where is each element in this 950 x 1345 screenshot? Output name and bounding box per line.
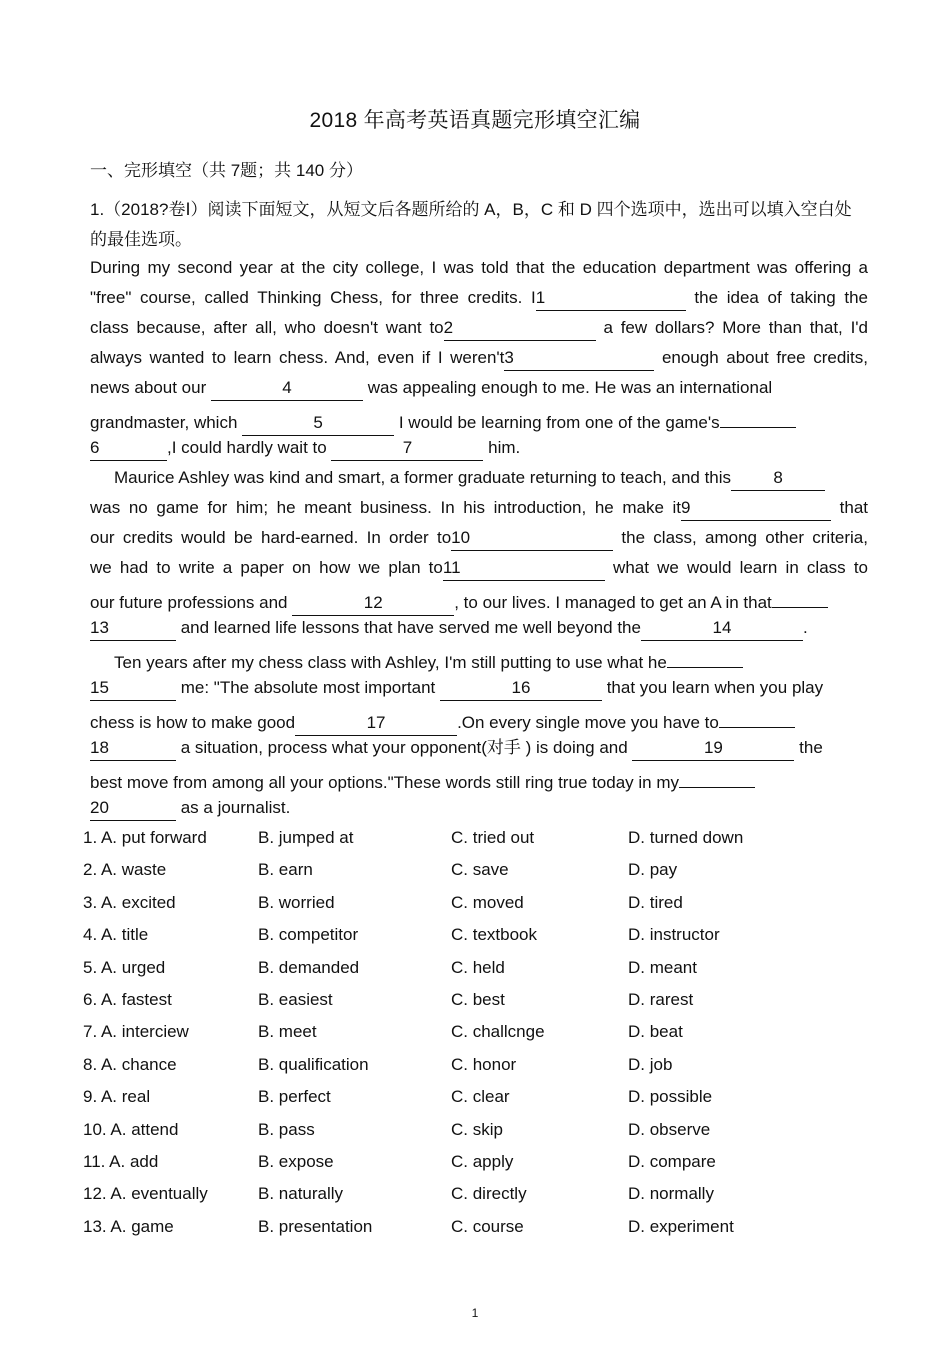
option-row	[83, 889, 863, 921]
option-d[interactable]: D. meant	[628, 957, 697, 977]
passage-line: 6 ,I could hardly wait to 7 him.	[90, 433, 868, 463]
option-b[interactable]: B. perfect	[258, 1087, 331, 1107]
blank-10[interactable]: 10	[451, 526, 613, 551]
option-c[interactable]: C. moved	[451, 892, 524, 912]
blank-16[interactable]: 16	[440, 676, 602, 701]
option-c[interactable]: C. textbook	[451, 925, 537, 945]
option-row	[83, 1083, 863, 1115]
document-title: 2018 年高考英语真题完形填空汇编	[309, 109, 641, 132]
blank-14[interactable]: 14	[641, 616, 803, 641]
blank-15[interactable]: 15	[90, 676, 176, 701]
passage-line: chess is how to make good 17 .On every single move you have to	[90, 703, 868, 733]
blank-5[interactable]: 5	[242, 411, 394, 436]
option-d[interactable]: D. instructor	[628, 925, 720, 945]
option-row	[83, 1180, 863, 1212]
passage-line: grandmaster, which 5 I would be learning from one of the game's	[90, 403, 868, 433]
option-d[interactable]: D. beat	[628, 1022, 683, 1042]
option-d[interactable]: D. normally	[628, 1184, 714, 1204]
passage-line: Maurice Ashley was kind and smart, a former graduate returning to teach, and this 8	[90, 463, 868, 493]
blank-13-start[interactable]	[772, 583, 828, 608]
blank-8[interactable]: 8	[731, 466, 825, 491]
passage-line: Ten years after my chess class with Ashley, I'm still putting to use what he	[90, 643, 868, 673]
passage-line: "free" course, called Thinking Chess, for three credits. I1 the idea of taking the	[90, 283, 868, 313]
passage-line: our credits would be hard-earned. In order to10 the class, among other criteria,	[90, 523, 868, 553]
option-row	[83, 1213, 863, 1245]
blank-15-start[interactable]	[667, 643, 743, 668]
passage-line: news about our 4 was appealing enough to me. He was an international	[90, 373, 868, 403]
option-row	[83, 921, 863, 953]
option-a[interactable]: 10. A. attend	[83, 1119, 179, 1139]
option-d[interactable]: D. pay	[628, 860, 678, 880]
passage-line: class because, after all, who doesn't want to2 a few dollars? More than that, I'd	[90, 313, 868, 343]
passage-line: 13 and learned life lessons that have served me well beyond the 14 .	[90, 613, 868, 643]
option-row	[83, 1018, 863, 1050]
option-d[interactable]: D. compare	[628, 1151, 716, 1171]
blank-6[interactable]: 6	[90, 436, 167, 461]
option-row	[83, 1116, 863, 1148]
answer-options	[83, 824, 863, 1245]
option-a[interactable]: 5. A. urged	[83, 957, 166, 977]
blank-9[interactable]: 9	[681, 496, 831, 521]
option-b[interactable]: B. earn	[258, 860, 313, 880]
option-row	[83, 824, 863, 856]
option-c[interactable]: C. apply	[451, 1151, 514, 1171]
question-intro: 1.（2018?卷Ⅰ）阅读下面短文，从短文后各题所给的 A，B，C 和 D 四个选项中，选出可以填入空白处的最佳选项。	[90, 200, 852, 249]
option-row	[83, 1051, 863, 1083]
blank-18-start[interactable]	[719, 703, 795, 728]
section-heading: 一、完形填空（共 7题；共 140 分）	[90, 161, 363, 180]
passage-line: our future professions and 12 , to our lives. I managed to get an A in that	[90, 583, 868, 613]
option-c[interactable]: C. directly	[451, 1184, 527, 1204]
option-c[interactable]: C. course	[451, 1216, 524, 1236]
blank-13[interactable]: 13	[90, 616, 176, 641]
option-a[interactable]: 7. A. interciew	[83, 1022, 189, 1042]
option-b[interactable]: B. worried	[258, 892, 335, 912]
option-c[interactable]: C. challcnge	[451, 1022, 545, 1042]
option-b[interactable]: B. easiest	[258, 989, 333, 1009]
option-c[interactable]: C. clear	[451, 1087, 510, 1107]
option-row	[83, 986, 863, 1018]
option-d[interactable]: D. possible	[628, 1087, 713, 1107]
passage-line: best move from among all your options."These words still ring true today in my	[90, 763, 868, 793]
passage-line: 15 me: "The absolute most important 16 that you learn when you play	[90, 673, 868, 703]
blank-11[interactable]: 11	[443, 556, 605, 581]
option-a[interactable]: 12. A. eventually	[83, 1184, 208, 1204]
option-c[interactable]: C. held	[451, 957, 505, 977]
blank-6-start[interactable]	[720, 403, 796, 428]
option-a[interactable]: 2. A. waste	[83, 860, 167, 880]
passage-line: we had to write a paper on how we plan to11 what we would learn in class to	[90, 553, 868, 583]
option-b[interactable]: B. meet	[258, 1022, 317, 1042]
option-d[interactable]: D. observe	[628, 1119, 711, 1139]
blank-3[interactable]: 3	[504, 346, 654, 371]
option-a[interactable]: 9. A. real	[83, 1087, 151, 1107]
blank-2[interactable]: 2	[444, 316, 596, 341]
option-b[interactable]: B. expose	[258, 1151, 334, 1171]
page-number: 1	[471, 1306, 479, 1320]
option-a[interactable]: 13. A. game	[83, 1216, 174, 1236]
blank-17[interactable]: 17	[295, 711, 457, 736]
option-row	[83, 856, 863, 888]
blank-19[interactable]: 19	[632, 736, 794, 761]
option-c[interactable]: C. save	[451, 860, 509, 880]
option-b[interactable]: B. naturally	[258, 1184, 344, 1204]
passage-line: always wanted to learn chess. And, even if I weren't3 enough about free credits,	[90, 343, 868, 373]
option-b[interactable]: B. qualification	[258, 1054, 369, 1074]
option-d[interactable]: D. rarest	[628, 989, 694, 1009]
blank-4[interactable]: 4	[211, 376, 363, 401]
option-d[interactable]: D. tired	[628, 892, 683, 912]
option-b[interactable]: B. jumped at	[258, 828, 354, 847]
passage-line: During my second year at the city college, I was told that the education department was offering a	[90, 258, 868, 277]
blank-12[interactable]: 12	[292, 591, 454, 616]
blank-18[interactable]: 18	[90, 736, 176, 761]
option-c[interactable]: C. tried out	[451, 828, 535, 847]
option-c[interactable]: C. honor	[451, 1054, 517, 1074]
passage-line: 18 a situation, process what your opponent(对手 ) is doing and 19 the	[90, 733, 868, 763]
option-c[interactable]: C. best	[451, 989, 505, 1009]
blank-20-start[interactable]	[679, 763, 755, 788]
option-a[interactable]: 1. A. put forward	[83, 828, 207, 847]
option-b[interactable]: B. pass	[258, 1119, 315, 1139]
option-a[interactable]: 11. A. add	[83, 1151, 159, 1171]
option-c[interactable]: C. skip	[451, 1119, 503, 1139]
option-a[interactable]: 6. A. fastest	[83, 989, 172, 1009]
passage	[90, 253, 868, 823]
option-b[interactable]: B. demanded	[258, 957, 360, 977]
option-b[interactable]: B. competitor	[258, 925, 359, 945]
option-a[interactable]: 3. A. excited	[83, 892, 176, 912]
option-a[interactable]: 8. A. chance	[83, 1054, 177, 1074]
option-d[interactable]: D. experiment	[628, 1216, 734, 1236]
blank-20[interactable]: 20	[90, 796, 176, 821]
blank-7[interactable]: 7	[331, 436, 483, 461]
option-b[interactable]: B. presentation	[258, 1216, 373, 1236]
option-row	[83, 1148, 863, 1180]
option-d[interactable]: D. job	[628, 1054, 673, 1074]
option-a[interactable]: 4. A. title	[83, 925, 149, 945]
blank-1[interactable]: 1	[536, 286, 686, 311]
passage-line: 20 as a journalist.	[90, 793, 868, 823]
option-row	[83, 954, 863, 986]
option-d[interactable]: D. turned down	[628, 828, 744, 847]
passage-line: was no game for him; he meant business. In his introduction, he make it9 that	[90, 493, 868, 523]
